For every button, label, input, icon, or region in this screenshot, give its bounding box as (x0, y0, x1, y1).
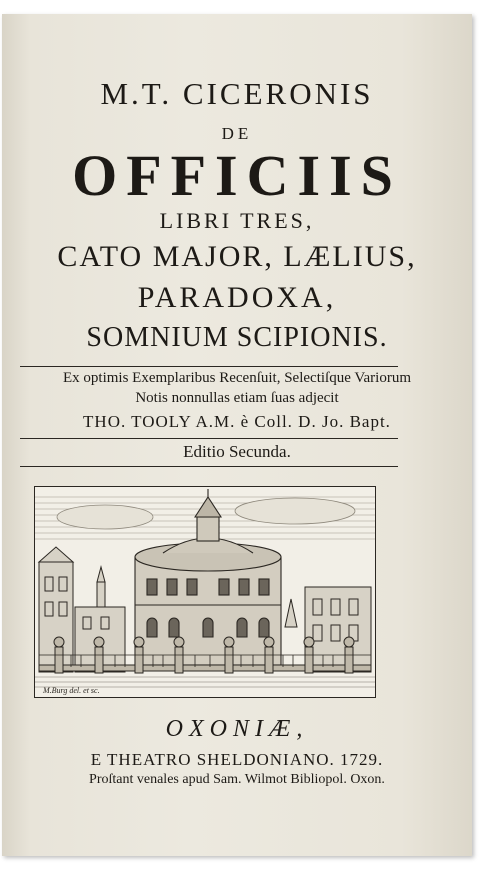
somnium-line: SOMNIUM SCIPIONIS. (86, 322, 388, 353)
engraving-sheldonian-theatre (34, 486, 376, 698)
editor-line: THO. TOOLY A.M. è Coll. D. Jo. Bapt. (83, 412, 391, 431)
printer-line: E THEATRO SHELDONIANO. 1729. (90, 750, 384, 769)
divider-bottom (20, 466, 398, 467)
recensuit-line-1: Ex optimis Exemplaribus Recenſuit, Selectiſque Variorum (63, 370, 411, 386)
paradoxa-line: PARADOXA, (137, 281, 337, 314)
place-line: OXONIÆ, (165, 716, 309, 742)
edition-line: Editio Secunda. (183, 442, 291, 461)
author-line: M.T. CICERONIS (100, 76, 374, 111)
sheldonian-theatre-engraving (35, 487, 375, 697)
engraver-signature: M.Burg del. et sc. (43, 686, 100, 695)
recensuit-line-2: Notis nonnullas etiam ſuas adjecit (135, 390, 339, 406)
libri-line: LIBRI TRES, (159, 208, 315, 233)
cato-line: CATO MAJOR, LÆLIUS, (57, 240, 417, 273)
divider-middle (20, 438, 398, 439)
sold-by-line: Proſtant venales apud Sam. Wilmot Bibliopol. Oxon. (89, 772, 385, 787)
de-line: DE (221, 124, 253, 143)
title-page (2, 14, 472, 856)
main-title: OFFICIIS (72, 143, 402, 208)
divider-top (20, 366, 398, 367)
